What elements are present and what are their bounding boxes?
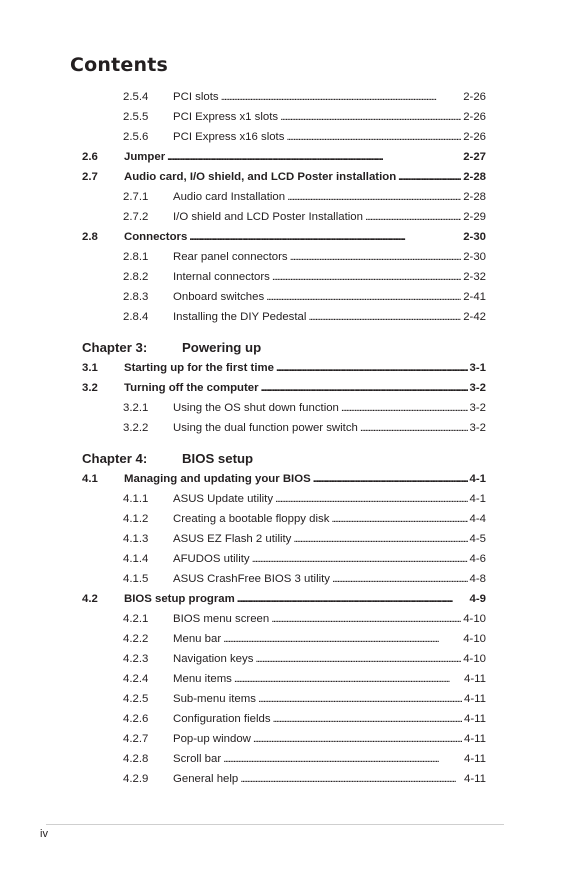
entry-line: [173, 649, 486, 669]
dot-leader: [250, 549, 468, 569]
entry-number: 4.1.4: [123, 553, 149, 565]
entry-title: PCI slots: [173, 91, 219, 103]
dot-leader: [219, 87, 462, 107]
toc-subsection-entry: [82, 489, 486, 509]
dot-leader: [273, 489, 468, 509]
entry-number: 2.5.6: [123, 131, 149, 143]
dot-leader: [251, 729, 462, 749]
chapter-number: Chapter 4:: [82, 451, 148, 466]
entry-line: [124, 358, 486, 378]
dot-leader: [253, 649, 461, 669]
dot-leader: [271, 709, 463, 729]
entry-title: Sub-menu items: [173, 693, 256, 705]
toc-subsection-entry: [82, 749, 486, 769]
entry-line: [173, 529, 486, 549]
entry-page-number: 4-11: [464, 773, 486, 785]
toc-section-entry: [82, 469, 486, 489]
entry-page-number: 4-10: [463, 653, 486, 665]
entry-title: Connectors: [124, 231, 188, 243]
entry-page-number: 2-41: [463, 291, 486, 303]
dot-leader: [259, 378, 468, 398]
entry-number: 2.7.2: [123, 211, 149, 223]
entry-title: Turning off the computer: [124, 382, 259, 394]
entry-page-number: 2-29: [463, 211, 486, 223]
entry-number: 4.1.3: [123, 533, 149, 545]
entry-line: [173, 509, 486, 529]
entry-number: 4.2.9: [123, 773, 149, 785]
entry-title: Using the dual function power switch: [173, 422, 358, 434]
entry-title: Menu items: [173, 673, 232, 685]
dot-leader: [306, 307, 461, 327]
dot-leader: [396, 167, 461, 187]
entry-number: 4.1.5: [123, 573, 149, 585]
entry-title: ASUS CrashFree BIOS 3 utility: [173, 573, 330, 585]
entry-line: [173, 307, 486, 327]
entry-page-number: 2-26: [463, 131, 486, 143]
entry-number: 2.5.4: [123, 91, 149, 103]
entry-title: Pop-up window: [173, 733, 251, 745]
entry-number: 4.2.8: [123, 753, 149, 765]
entry-title: Jumper: [124, 151, 166, 163]
toc-subsection-entry: [82, 609, 486, 629]
entry-line: [173, 549, 486, 569]
toc-subsection-entry: [82, 418, 486, 438]
entry-line: [124, 469, 486, 489]
entry-title: AFUDOS utility: [173, 553, 250, 565]
entry-number: 2.8.1: [123, 251, 149, 263]
dot-leader: [269, 609, 461, 629]
toc-subsection-entry: [82, 629, 486, 649]
entry-title: Starting up for the first time: [124, 362, 274, 374]
entry-page-number: 2-26: [463, 91, 486, 103]
entry-page-number: 4-4: [469, 513, 486, 525]
entry-line: [173, 87, 486, 107]
entry-number: 2.8.3: [123, 291, 149, 303]
entry-number: 2.5.5: [123, 111, 149, 123]
toc-section-entry: [82, 227, 486, 247]
entry-page-number: 3-2: [469, 422, 486, 434]
entry-title: ASUS EZ Flash 2 utility: [173, 533, 292, 545]
toc-subsection-entry: [82, 709, 486, 729]
entry-number: 4.2.3: [123, 653, 149, 665]
dot-leader: [330, 569, 468, 589]
entry-line: [173, 669, 486, 689]
toc-subsection-entry: [82, 267, 486, 287]
entry-title: Scroll bar: [173, 753, 222, 765]
entry-title: General help: [173, 773, 239, 785]
entry-number: 3.2.1: [123, 402, 149, 414]
toc-subsection-entry: [82, 689, 486, 709]
toc-subsection-entry: [82, 569, 486, 589]
entry-line: [173, 569, 486, 589]
toc-subsection-entry: [82, 187, 486, 207]
chapter-title: BIOS setup: [182, 451, 254, 466]
toc-subsection-entry: [82, 729, 486, 749]
toc-chapter-heading: [82, 448, 486, 469]
entry-number: 4.2.2: [123, 633, 149, 645]
entry-line: [124, 147, 486, 167]
entry-line: [173, 418, 486, 438]
entry-number: 3.2: [82, 382, 98, 394]
entry-number: 2.7.1: [123, 191, 149, 203]
entry-line: [173, 207, 486, 227]
entry-page-number: 2-27: [463, 151, 486, 163]
dot-leader: [264, 287, 461, 307]
entry-line: [124, 378, 486, 398]
dot-leader: [187, 227, 461, 247]
dot-leader: [221, 749, 462, 769]
entry-line: [124, 167, 486, 187]
toc-subsection-entry: [82, 307, 486, 327]
dot-leader: [288, 247, 462, 267]
entry-line: [173, 609, 486, 629]
entry-page-number: 4-10: [463, 613, 486, 625]
entry-number: 4.2.1: [123, 613, 149, 625]
entry-page-number: 4-11: [464, 693, 486, 705]
entry-page-number: 4-9: [469, 593, 486, 605]
toc-subsection-entry: [82, 769, 486, 789]
toc-subsection-entry: [82, 127, 486, 147]
entry-page-number: 2-42: [463, 311, 486, 323]
entry-line: [173, 267, 486, 287]
toc-section-entry: [82, 167, 486, 187]
toc-subsection-entry: [82, 107, 486, 127]
entry-line: [124, 227, 486, 247]
entry-line: [173, 749, 486, 769]
entry-title: Internal connectors: [173, 271, 270, 283]
dot-leader: [285, 187, 461, 207]
entry-page-number: 2-26: [463, 111, 486, 123]
entry-page-number: 3-1: [469, 362, 486, 374]
dot-leader: [235, 589, 468, 609]
entry-title: Rear panel connectors: [173, 251, 288, 263]
entry-page-number: 4-6: [469, 553, 486, 565]
toc-subsection-entry: [82, 87, 486, 107]
entry-title: Installing the DIY Pedestal: [173, 311, 307, 323]
entry-page-number: 3-2: [469, 402, 486, 414]
entry-line: [173, 729, 486, 749]
dot-leader: [270, 267, 461, 287]
footer-rule: [46, 824, 504, 825]
toc-section-entry: [82, 147, 486, 167]
dot-leader: [165, 147, 461, 167]
entry-page-number: 4-8: [469, 573, 486, 585]
page-title: Contents: [70, 54, 169, 76]
toc-subsection-entry: [82, 529, 486, 549]
chapter-number: Chapter 3:: [82, 340, 148, 355]
entry-number: 2.7: [82, 171, 98, 183]
page-number: iv: [40, 828, 48, 840]
dot-leader: [278, 107, 461, 127]
entry-page-number: 4-5: [469, 533, 486, 545]
entry-line: [173, 187, 486, 207]
entry-line: [124, 589, 486, 609]
entry-number: 3.1: [82, 362, 98, 374]
entry-line: [173, 247, 486, 267]
entry-line: [173, 769, 486, 789]
entry-title: Managing and updating your BIOS: [124, 473, 311, 485]
toc-subsection-entry: [82, 247, 486, 267]
entry-number: 2.8: [82, 231, 98, 243]
entry-title: BIOS menu screen: [173, 613, 270, 625]
dot-leader: [311, 469, 468, 489]
entry-line: [173, 127, 486, 147]
entry-page-number: 2-30: [463, 231, 486, 243]
entry-title: Audio card, I/O shield, and LCD Poster installation: [124, 171, 397, 183]
entry-number: 2.6: [82, 151, 98, 163]
entry-title: Navigation keys: [173, 653, 254, 665]
entry-page-number: 4-10: [463, 633, 486, 645]
entry-number: 4.2.6: [123, 713, 149, 725]
dot-leader: [363, 207, 461, 227]
entry-page-number: 2-32: [463, 271, 486, 283]
dot-leader: [291, 529, 467, 549]
entry-number: 4.2.7: [123, 733, 149, 745]
entry-title: PCI Express x16 slots: [173, 131, 285, 143]
entry-number: 4.2: [82, 593, 98, 605]
dot-leader: [221, 629, 461, 649]
entry-title: Using the OS shut down function: [173, 402, 339, 414]
entry-number: 2.8.2: [123, 271, 149, 283]
entry-title: I/O shield and LCD Poster Installation: [173, 211, 363, 223]
dot-leader: [232, 669, 462, 689]
toc-subsection-entry: [82, 509, 486, 529]
entry-number: 4.1: [82, 473, 98, 485]
toc-subsection-entry: [82, 287, 486, 307]
dot-leader: [274, 358, 468, 378]
dot-leader: [329, 509, 467, 529]
entry-page-number: 2-28: [463, 191, 486, 203]
dot-leader: [238, 769, 462, 789]
dot-leader: [339, 398, 468, 418]
dot-leader: [284, 127, 461, 147]
toc-subsection-entry: [82, 649, 486, 669]
entry-line: [173, 287, 486, 307]
entry-title: BIOS setup program: [124, 593, 235, 605]
dot-leader: [256, 689, 462, 709]
entry-page-number: 4-1: [469, 473, 486, 485]
toc-chapter-heading: [82, 337, 486, 358]
toc-subsection-entry: [82, 549, 486, 569]
entry-page-number: 4-11: [464, 713, 486, 725]
toc-subsection-entry: [82, 669, 486, 689]
entry-title: Configuration fields: [173, 713, 271, 725]
entry-number: 3.2.2: [123, 422, 149, 434]
entry-page-number: 2-28: [463, 171, 486, 183]
entry-page-number: 3-2: [469, 382, 486, 394]
entry-line: [173, 709, 486, 729]
entry-number: 4.1.2: [123, 513, 149, 525]
toc-subsection-entry: [82, 207, 486, 227]
entry-page-number: 4-11: [464, 753, 486, 765]
toc-section-entry: [82, 358, 486, 378]
dot-leader: [358, 418, 468, 438]
entry-page-number: 2-30: [463, 251, 486, 263]
entry-line: [173, 689, 486, 709]
table-of-contents: [82, 87, 486, 789]
toc-subsection-entry: [82, 398, 486, 418]
entry-title: Creating a bootable floppy disk: [173, 513, 330, 525]
entry-line: [173, 107, 486, 127]
entry-number: 4.1.1: [123, 493, 149, 505]
entry-number: 4.2.4: [123, 673, 149, 685]
entry-line: [173, 398, 486, 418]
entry-line: [173, 629, 486, 649]
entry-title: Onboard switches: [173, 291, 265, 303]
entry-page-number: 4-11: [464, 733, 486, 745]
entry-title: PCI Express x1 slots: [173, 111, 279, 123]
entry-title: Menu bar: [173, 633, 222, 645]
toc-section-entry: [82, 378, 486, 398]
entry-page-number: 4-1: [469, 493, 486, 505]
entry-number: 4.2.5: [123, 693, 149, 705]
toc-section-entry: [82, 589, 486, 609]
chapter-title: Powering up: [182, 340, 262, 355]
entry-title: Audio card Installation: [173, 191, 286, 203]
entry-page-number: 4-11: [464, 673, 486, 685]
entry-title: ASUS Update utility: [173, 493, 274, 505]
entry-number: 2.8.4: [123, 311, 149, 323]
entry-line: [173, 489, 486, 509]
